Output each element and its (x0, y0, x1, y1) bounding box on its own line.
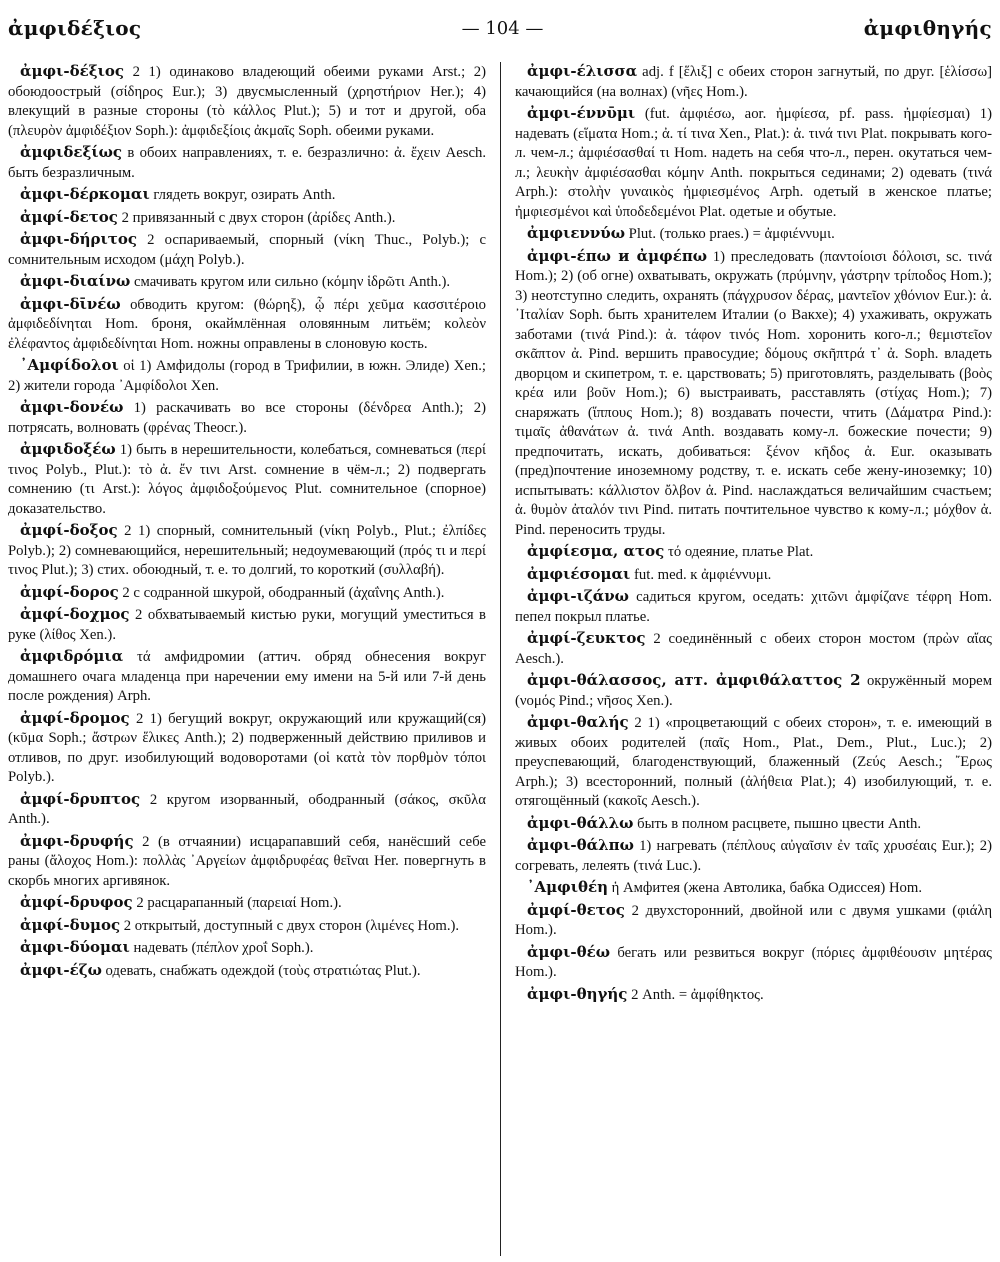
entry-definition: 2 (в отчаянии) исцарапавший себя, нанёсший себе раны (ἄλοχος Hom.): πολλὰς ᾿Αργείων ἀμφιδρυφέας θεῖναι Her. повергнуть в скорбь многих аргивянок. (8, 833, 486, 889)
entry-headword: ἀμφί-δοχμος (20, 605, 130, 623)
entry-headword: ἀμφιδοξέω (20, 440, 116, 458)
entry-definition: надевать (πέπλον χροΐ Soph.). (129, 940, 314, 956)
entry-headword: ἀμφίεσμα, ατος (527, 542, 665, 560)
entry-definition: 1) нагревать (πέπλους αὐγαῖσιν ἐν ταῖς χρυσέαις Eur.); 2) согревать, лелеять (τινά Luc.). (515, 838, 992, 874)
entry-headword: ἀμφί-ζευκτος (527, 629, 646, 647)
entry-headword: ἀμφί-θετος (527, 900, 625, 919)
page-number: — 104 — (461, 17, 544, 39)
entry-definition: быть в полном расцвете, пышно цвести Anth. (633, 815, 922, 832)
entry-headword: ἀμφι-ιζάνω (527, 587, 629, 605)
entry-definition: в обоих направлениях, т. е. безразлично: ἀ. ἔχειν Aesch. быть безразличным. (8, 145, 486, 181)
entry-headword: ᾿Αμφιθέη (527, 878, 608, 896)
entry-headword: ἀμφι-διαίνω (20, 272, 131, 290)
entry-headword: ἀμφιέσομαι (527, 564, 631, 583)
entry-definition: adj. f [ἕλιξ] с обеих сторон загнутый, по друг. [ἑλίσσω] качающийся (на волнах) (νῆες Hom.). (515, 64, 992, 100)
entry-definition: οἱ 1) Амфидолы (город в Трифилии, в южн. Элиде) Xen.; 2) жители города ᾿Αμφίδολοι Xen. (8, 358, 486, 394)
right-column (500, 62, 992, 1256)
dictionary-entry (515, 713, 992, 812)
dictionary-entry (8, 521, 486, 581)
entry-definition: ἡ Амфитея (жена Автолика, бабка Одиссея) Hom. (607, 880, 923, 896)
entry-definition: садиться кругом, оседать: χιτῶνι ἀμφίζανε τέφρη Hom. пепел покрыл платье. (515, 589, 992, 625)
dictionary-entry (8, 790, 486, 830)
dictionary-entry (515, 943, 992, 983)
entry-headword: ἀμφι-θέω (527, 942, 610, 961)
entry-headword: ἀμφί-δοξος (20, 521, 118, 539)
dictionary-entry (515, 104, 992, 222)
entry-definition: 1) раскачивать во все стороны (δένδρεα Anth.); 2) потрясать, волновать (φρένας Theocr.). (8, 400, 486, 436)
dictionary-entry (8, 605, 486, 645)
dictionary-entry (8, 938, 486, 959)
entry-headword: ἀμφί-δυμος (20, 915, 121, 934)
entry-definition: обводить кругом: (θώρηξ), ᾧ πέρι χεῦμα κασσιτέροιο ἀμφιδεδίνηται Hom. броня, окаймлённая оловянным литьём; κολεὸν ἐλέφαντος ἀμφιδεδίνηται Hom. ножны оправлены в слоновую кость. (8, 296, 486, 352)
entry-definition: τό одеяние, платье Plat. (664, 544, 814, 560)
entry-definition: 2 кругом изорванный, ободранный (σάκος, σκῦλα Anth.). (8, 791, 486, 827)
dictionary-entry (8, 893, 486, 914)
left-column (8, 62, 500, 1256)
dictionary-entry (8, 647, 486, 707)
entry-headword: ἀμφί-δορος (20, 582, 119, 601)
entry-definition: 2 соединённый с обеих сторон мостом (πρὼν αἴας Aesch.). (515, 631, 992, 667)
entry-headword: ἀμφιδρόμια (20, 647, 124, 665)
page-header (8, 8, 992, 48)
entry-definition: 2 двухсторонний, двойной или с двумя ушками (φιάλη Hom.). (515, 902, 992, 938)
dictionary-entry (515, 985, 992, 1006)
entry-definition: 2 оспариваемый, спорный (νίκη Thuc., Polyb.); с сомнительным исходом (μάχη Polyb.). (8, 232, 486, 268)
dictionary-entry (8, 185, 486, 206)
entry-headword: ἀμφι-δύομαι (20, 938, 130, 956)
entry-definition: 2 обхватываемый кистью руки, могущий уместиться в руке (λίθος Xen.). (8, 607, 486, 643)
dictionary-entry (8, 583, 486, 604)
dictionary-entry (8, 440, 486, 519)
dictionary-entry (515, 901, 992, 941)
entry-headword: ἀμφί-δετος (20, 207, 118, 226)
entry-headword: ἀμφι-έζω (20, 960, 102, 979)
entry-definition: 2 Anth. = ἀμφίθηκτος. (627, 986, 764, 1003)
dictionary-entry (8, 398, 486, 438)
dictionary-entry (8, 143, 486, 183)
entry-headword: ἀμφί-δρυπτος (20, 789, 141, 808)
entry-headword: ἀμφι-έπω и ἀμφέπω (527, 246, 708, 265)
entry-definition: 2 1) «процветающий с обеих сторон», т. е. имеющий в живых обоих родителей (παῖς Hom., Plat., Dem., Plut., Luc.); 2) преуспевающий, благоденствующий, блаженный (Ζεύς Aesch.; ῎Ερως Arph.); 3) всесторонний, полный (ἀλήθεια Plat.); 4) изобилующий, т. е. отягощённый (κακοῖς Aesch.). (515, 715, 992, 809)
entry-definition: 2 1) бегущий вокруг, окружающий или кружащий(ся) (κῦμα Soph.; ἄστρων ἕλικες Anth.); 2) подверженный действию приливов и отливов, по друг. изобилующий водоворотами (οἱ κατὰ τὸν πορθμὸν τόποι Polyb.). (8, 710, 486, 785)
dictionary-entry (515, 224, 992, 245)
dictionary-entry (8, 62, 486, 141)
entry-headword: ἀμφι-δονέω (20, 398, 124, 416)
entry-definition: τά амфидромии (аттич. обряд обнесения вокруг домашнего очага младенца при наречении ему имени на 5-й или 7-й день после рождения) Arph. (8, 649, 486, 704)
entry-definition: 2 с содранной шкурой, ободранный (ἀχαΐνης Anth.). (118, 584, 445, 601)
entry-headword: ἀμφι-δήριτος (20, 230, 137, 248)
entry-definition: 1) преследовать (παντοίοισι δόλοισι, sc. τινά Hom.); 2) (об огне) охватывать, окружать (πρύμνην, γάστρην τρίποδος Hom.); 3) неотступно следить, охранять (πάγχρυσον δέρας, μαντεῖον χθόνιον Eur.): ἀ. ᾿Ιταλίαν Soph. быть хранителем Италии (о Вакхе); 4) ухаживать, окружать заботами (τινά Pind.): ἀ. τάφον τινός Hom. хоронить кого-л.; θεμιστεῖον σκᾶπτον ἀ. Pind. вершить правосудие; δόμους σκῆπτρά τ᾿ ἀ. Soph. владеть дворцом и скипетром, т. е. царствовать; 5) приготовлять, разделывать (βοὸς κρέα или βοῦν Hom.); 6) выстраивать, расставлять (στίχας Hom.); 7) снаряжать (ἵππους Hom.); 8) воздавать почести, чтить (Δάματρα Pind.): τιμαῖς ἀθανάτων ἀ. τινά Anth. воздавать кому-л. божеские почести; 9) предпочитать, искать, добиваться: ξένον κῆδος ἀ. Eur. оказывать (пред)почтение иноземному родству, т. е. искать себе жену-иноземку; 10) испытывать: κάλλιστον ὄλβον ἀ. Pind. наслаждаться величайшим счастьем; ἀ. θυμὸν ἀταλόν τινι Pind. питать почтительное чувство к кому-л.; μόχθον ἀ. Pind. переносить труды. (515, 248, 992, 538)
entry-headword: ἀμφιεννύω (527, 224, 625, 242)
dictionary-entry (515, 836, 992, 876)
dictionary-entry (515, 565, 992, 586)
entry-definition: 2 1) одинаково владеющий обеими руками Arst.; 2) обоюдоострый (σίδηρος Eur.); 3) двусмысленный (χρηστήριον Her.); 4) влекущий в разные стороны (τὸ κάλλος Plut.); 5) и тот и другой, оба (πλευρὸν ἀμφιδέξιον Soph.): ἀμφιδεξίοις ἀκμαῖς Soph. обеими руками. (8, 64, 486, 139)
dictionary-entry (515, 62, 992, 102)
dictionary-entry (515, 878, 992, 899)
dictionary-entry (8, 272, 486, 293)
dictionary-entry (515, 587, 992, 627)
dictionary-entry (515, 542, 992, 563)
dictionary-entry (8, 230, 486, 270)
entry-headword: ἀμφι-δέξιος (20, 62, 124, 80)
entry-headword: ἀμφιδεξίως (20, 143, 123, 161)
entry-headword: ἀμφι-δέρκομαι (20, 185, 150, 203)
entry-definition: бегать или резвиться вокруг (πόριες ἀμφιθέουσιν μητέρας Hom.). (515, 944, 992, 980)
entry-definition: 2 расцарапанный (παρειαί Hom.). (132, 895, 342, 911)
entry-definition: одевать, снабжать одеждой (τοὺς στρατιώτας Plut.). (101, 962, 421, 979)
entry-definition: окружённый морем (νομός Pind.; νῆσος Xen.). (515, 673, 992, 709)
dictionary-entry (8, 709, 486, 788)
entry-headword: ἀμφί-δρυφος (20, 893, 133, 911)
dictionary-entry (515, 671, 992, 711)
entry-definition: смачивать кругом или сильно (κόμην ἱδρῶτι Anth.). (130, 274, 451, 290)
entry-headword: ἀμφι-θάλασσος, атт. ἀμφιθάλαττος 2 (527, 671, 861, 689)
dictionary-entry (8, 832, 486, 892)
dictionary-entry (8, 916, 486, 937)
dictionary-entry (8, 356, 486, 396)
header-right-word: ἀμφιθηγής (863, 16, 992, 40)
entry-definition: глядеть вокруг, озирать Anth. (149, 187, 336, 203)
entry-definition: Plut. (только praes.) = ἀμφιέννυμι. (624, 226, 835, 242)
entry-headword: ἀμφί-δρομος (20, 708, 130, 727)
dictionary-entry (515, 629, 992, 669)
entry-definition: 1) быть в нерешительности, колебаться, сомневаться (περί τινος Polyb., Plut.): τὸ ἀ. ἔν τινι Arst. сомнение в чём-л.; 2) подвергать сомнению (τι Arst.): λόγος ἀμφιδοξούμενος Plut. сомнительное (спорное) доказательство. (8, 442, 486, 517)
entry-headword: ἀμφι-δῑνέω (20, 294, 121, 313)
entry-headword: ἀμφι-έλισσα (527, 62, 638, 80)
dictionary-entry (8, 961, 486, 982)
entry-headword: ἀμφι-έννῡμι (527, 104, 636, 122)
dictionary-entry (8, 208, 486, 229)
entry-definition: 2 привязанный с двух сторон (ἀρίδες Anth.). (117, 209, 396, 226)
dictionary-entry (8, 295, 486, 355)
entry-headword: ἀμφι-θάλπω (527, 836, 634, 854)
text-columns (8, 62, 992, 1256)
entry-definition: (fut. ἀμφιέσω, aor. ἠμφίεσα, pf. pass. ἠμφίεσμαι) 1) надевать (εἵματα Hom.; ἀ. τί τινα Xen., Plat.): ἀ. τινά τινι Plat. покрывать кого-л. чем-л.; ἀμφιέσασθαί τι Hom. надеть на себя что-л., перен. окутаться чем-л.; λευκὴν ἀμφιέσασθαι κόμην Anth. покрыться сединами; 2) одевать (τινά Arph.): στολὴν γυναικὸς ἠμφιεσμένος Arph. одетый в женское платье; ἠμφιεσμένοι καὶ ὑποδεδεμένοι Plat. одетые и обутые. (515, 106, 992, 220)
entry-definition: 2 открытый, доступный с двух сторон (λιμένες Hom.). (120, 917, 460, 934)
entry-definition: fut. med. к ἀμφιέννυμι. (630, 566, 772, 583)
entry-headword: ᾿Αμφίδολοι (20, 356, 119, 374)
entry-headword: ἀμφι-θηγής (527, 984, 628, 1003)
dictionary-entry (515, 814, 992, 835)
entry-headword: ἀμφι-δρυφής (20, 831, 134, 850)
entry-definition: 2 1) спорный, сомнительный (νίκη Polyb., Plut.; ἐλπίδες Polyb.); 2) сомневающийся, нерешительный; недоумевающий (πρός τι и περί τινος Plut.); 3) стих. обоюдный, т. е. то долгий, то короткий (συλλαβή). (8, 523, 486, 578)
dictionary-entry (515, 247, 992, 541)
entry-headword: ἀμφι-θαλής (527, 713, 629, 731)
entry-headword: ἀμφι-θάλλω (527, 813, 634, 832)
header-left-word: ἀμφιδέξιος (8, 16, 142, 40)
